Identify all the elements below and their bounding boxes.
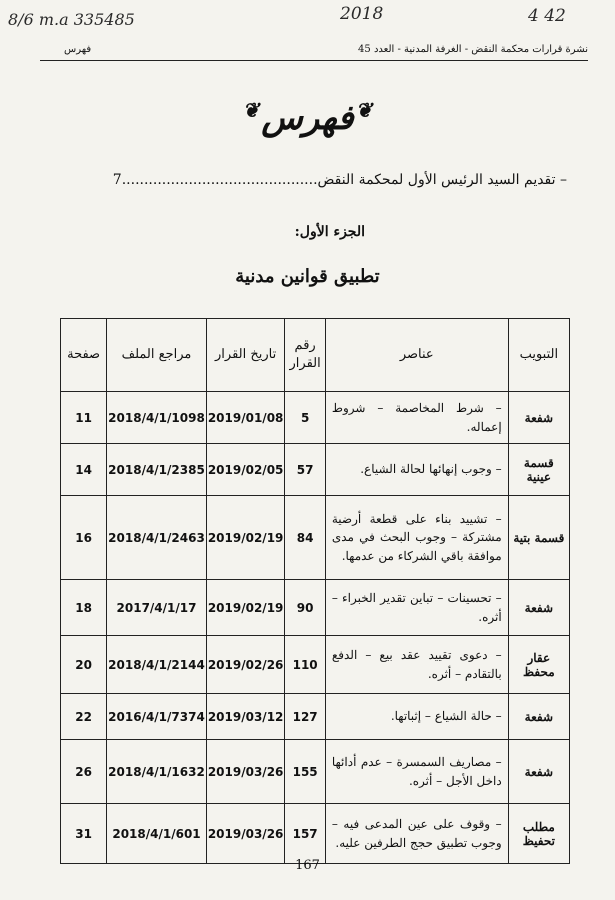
decision-date-cell: 2019/03/12: [206, 694, 285, 740]
header-decision-date: تاريخ القرار: [206, 319, 285, 392]
decision-number-cell: 157: [285, 804, 325, 864]
file-reference-cell: 2018/4/1/1098: [107, 392, 207, 444]
page-cell: 14: [61, 444, 107, 496]
file-reference-cell: 2016/4/1/7374: [107, 694, 207, 740]
file-reference-cell: 2018/4/1/601: [107, 804, 207, 864]
elements-cell: – دعوى تقييد عقد بيع – الدفع بالتقادم – أثره.: [325, 636, 508, 694]
category-cell: شفعة: [508, 740, 569, 804]
page-cell: 16: [61, 496, 107, 580]
page-cell: 22: [61, 694, 107, 740]
handwritten-note-right: 4 42: [528, 6, 566, 26]
flourish-ornament-icon: ❦: [355, 98, 373, 122]
decision-date-cell: 2019/03/26: [206, 804, 285, 864]
handwritten-note-middle: 2018: [340, 4, 384, 24]
page-number: 167: [295, 858, 320, 873]
table-row[interactable]: [61, 636, 570, 694]
page-title: [0, 98, 615, 138]
file-reference-cell: 2018/4/1/2463: [107, 496, 207, 580]
decision-number-cell: 110: [285, 636, 325, 694]
part-label: الجزء الأول:: [294, 224, 365, 240]
header-page: صفحة: [61, 319, 107, 392]
header-file-reference: مراجع الملف: [107, 319, 207, 392]
subject-title: تطبيق قوانين مدنية: [235, 266, 380, 287]
decision-number-cell: 5: [285, 392, 325, 444]
flourish-ornament-icon: ❦: [242, 98, 260, 122]
header-decision-number: رقم القرار: [285, 319, 325, 392]
running-header: [40, 42, 588, 61]
file-reference-cell: 2017/4/1/17: [107, 580, 207, 636]
page-cell: 26: [61, 740, 107, 804]
category-cell: شفعة: [508, 580, 569, 636]
table-row[interactable]: [61, 392, 570, 444]
header-category: التبويب: [508, 319, 569, 392]
category-cell: مطلب تحفيظ: [508, 804, 569, 864]
intro-text: – تقديم السيد الرئيس الأول لمحكمة النقض: [317, 172, 567, 188]
table-row[interactable]: [61, 580, 570, 636]
table-row[interactable]: [61, 694, 570, 740]
file-reference-cell: 2018/4/1/1632: [107, 740, 207, 804]
decision-date-cell: 2019/02/19: [206, 580, 285, 636]
table-row[interactable]: [61, 804, 570, 864]
page-cell: 11: [61, 392, 107, 444]
decision-number-cell: 57: [285, 444, 325, 496]
header-elements: عناصر: [325, 319, 508, 392]
category-cell: قسمة بتية: [508, 496, 569, 580]
publication-title: نشرة قرارات محكمة النقض - الغرفة المدنية - العدد 45: [358, 44, 588, 55]
elements-cell: – تشييد بناء على قطعة أرضية مشتركة – وجوب البحث في مدى موافقة باقي الشركاء من عدمها.: [325, 496, 508, 580]
intro-page: 7: [112, 172, 122, 188]
handwritten-note-left: 8/6 m.a 335485: [8, 10, 135, 29]
table-row[interactable]: [61, 496, 570, 580]
file-reference-cell: 2018/4/1/2385: [107, 444, 207, 496]
page-title-text: فهرس: [261, 98, 354, 138]
file-reference-cell: 2018/4/1/2144: [107, 636, 207, 694]
category-cell: عقار محفظ: [508, 636, 569, 694]
decision-number-cell: 155: [285, 740, 325, 804]
table-header-row: [61, 319, 570, 392]
table-row[interactable]: [61, 444, 570, 496]
elements-cell: – وجوب إنهائها لحالة الشياع.: [325, 444, 508, 496]
section-name: فهرس: [64, 44, 92, 55]
decision-date-cell: 2019/02/05: [206, 444, 285, 496]
category-cell: قسمة عينية: [508, 444, 569, 496]
page-cell: 20: [61, 636, 107, 694]
elements-cell: – شرط المخاصمة – شروط إعماله.: [325, 392, 508, 444]
decision-date-cell: 2019/03/26: [206, 740, 285, 804]
decision-date-cell: 2019/02/19: [206, 496, 285, 580]
intro-leader-dots: ............................................: [121, 172, 318, 188]
decision-date-cell: 2019/01/08: [206, 392, 285, 444]
decision-number-cell: 84: [285, 496, 325, 580]
page-cell: 31: [61, 804, 107, 864]
index-table: [60, 318, 570, 864]
elements-cell: – حالة الشياع – إثباتها.: [325, 694, 508, 740]
elements-cell: – مصاريف السمسرة – عدم أدائها داخل الأجل – أثره.: [325, 740, 508, 804]
decision-date-cell: 2019/02/26: [206, 636, 285, 694]
elements-cell: – وقوف على عين المدعى فيه – وجوب تطبيق حجج الطرفين عليه.: [325, 804, 508, 864]
elements-cell: – تحسينات – تباين تقدير الخبراء – أثره.: [325, 580, 508, 636]
decision-number-cell: 127: [285, 694, 325, 740]
page-cell: 18: [61, 580, 107, 636]
decision-number-cell: 90: [285, 580, 325, 636]
table-row[interactable]: [61, 740, 570, 804]
category-cell: شفعة: [508, 694, 569, 740]
intro-entry[interactable]: [47, 172, 567, 188]
category-cell: شفعة: [508, 392, 569, 444]
